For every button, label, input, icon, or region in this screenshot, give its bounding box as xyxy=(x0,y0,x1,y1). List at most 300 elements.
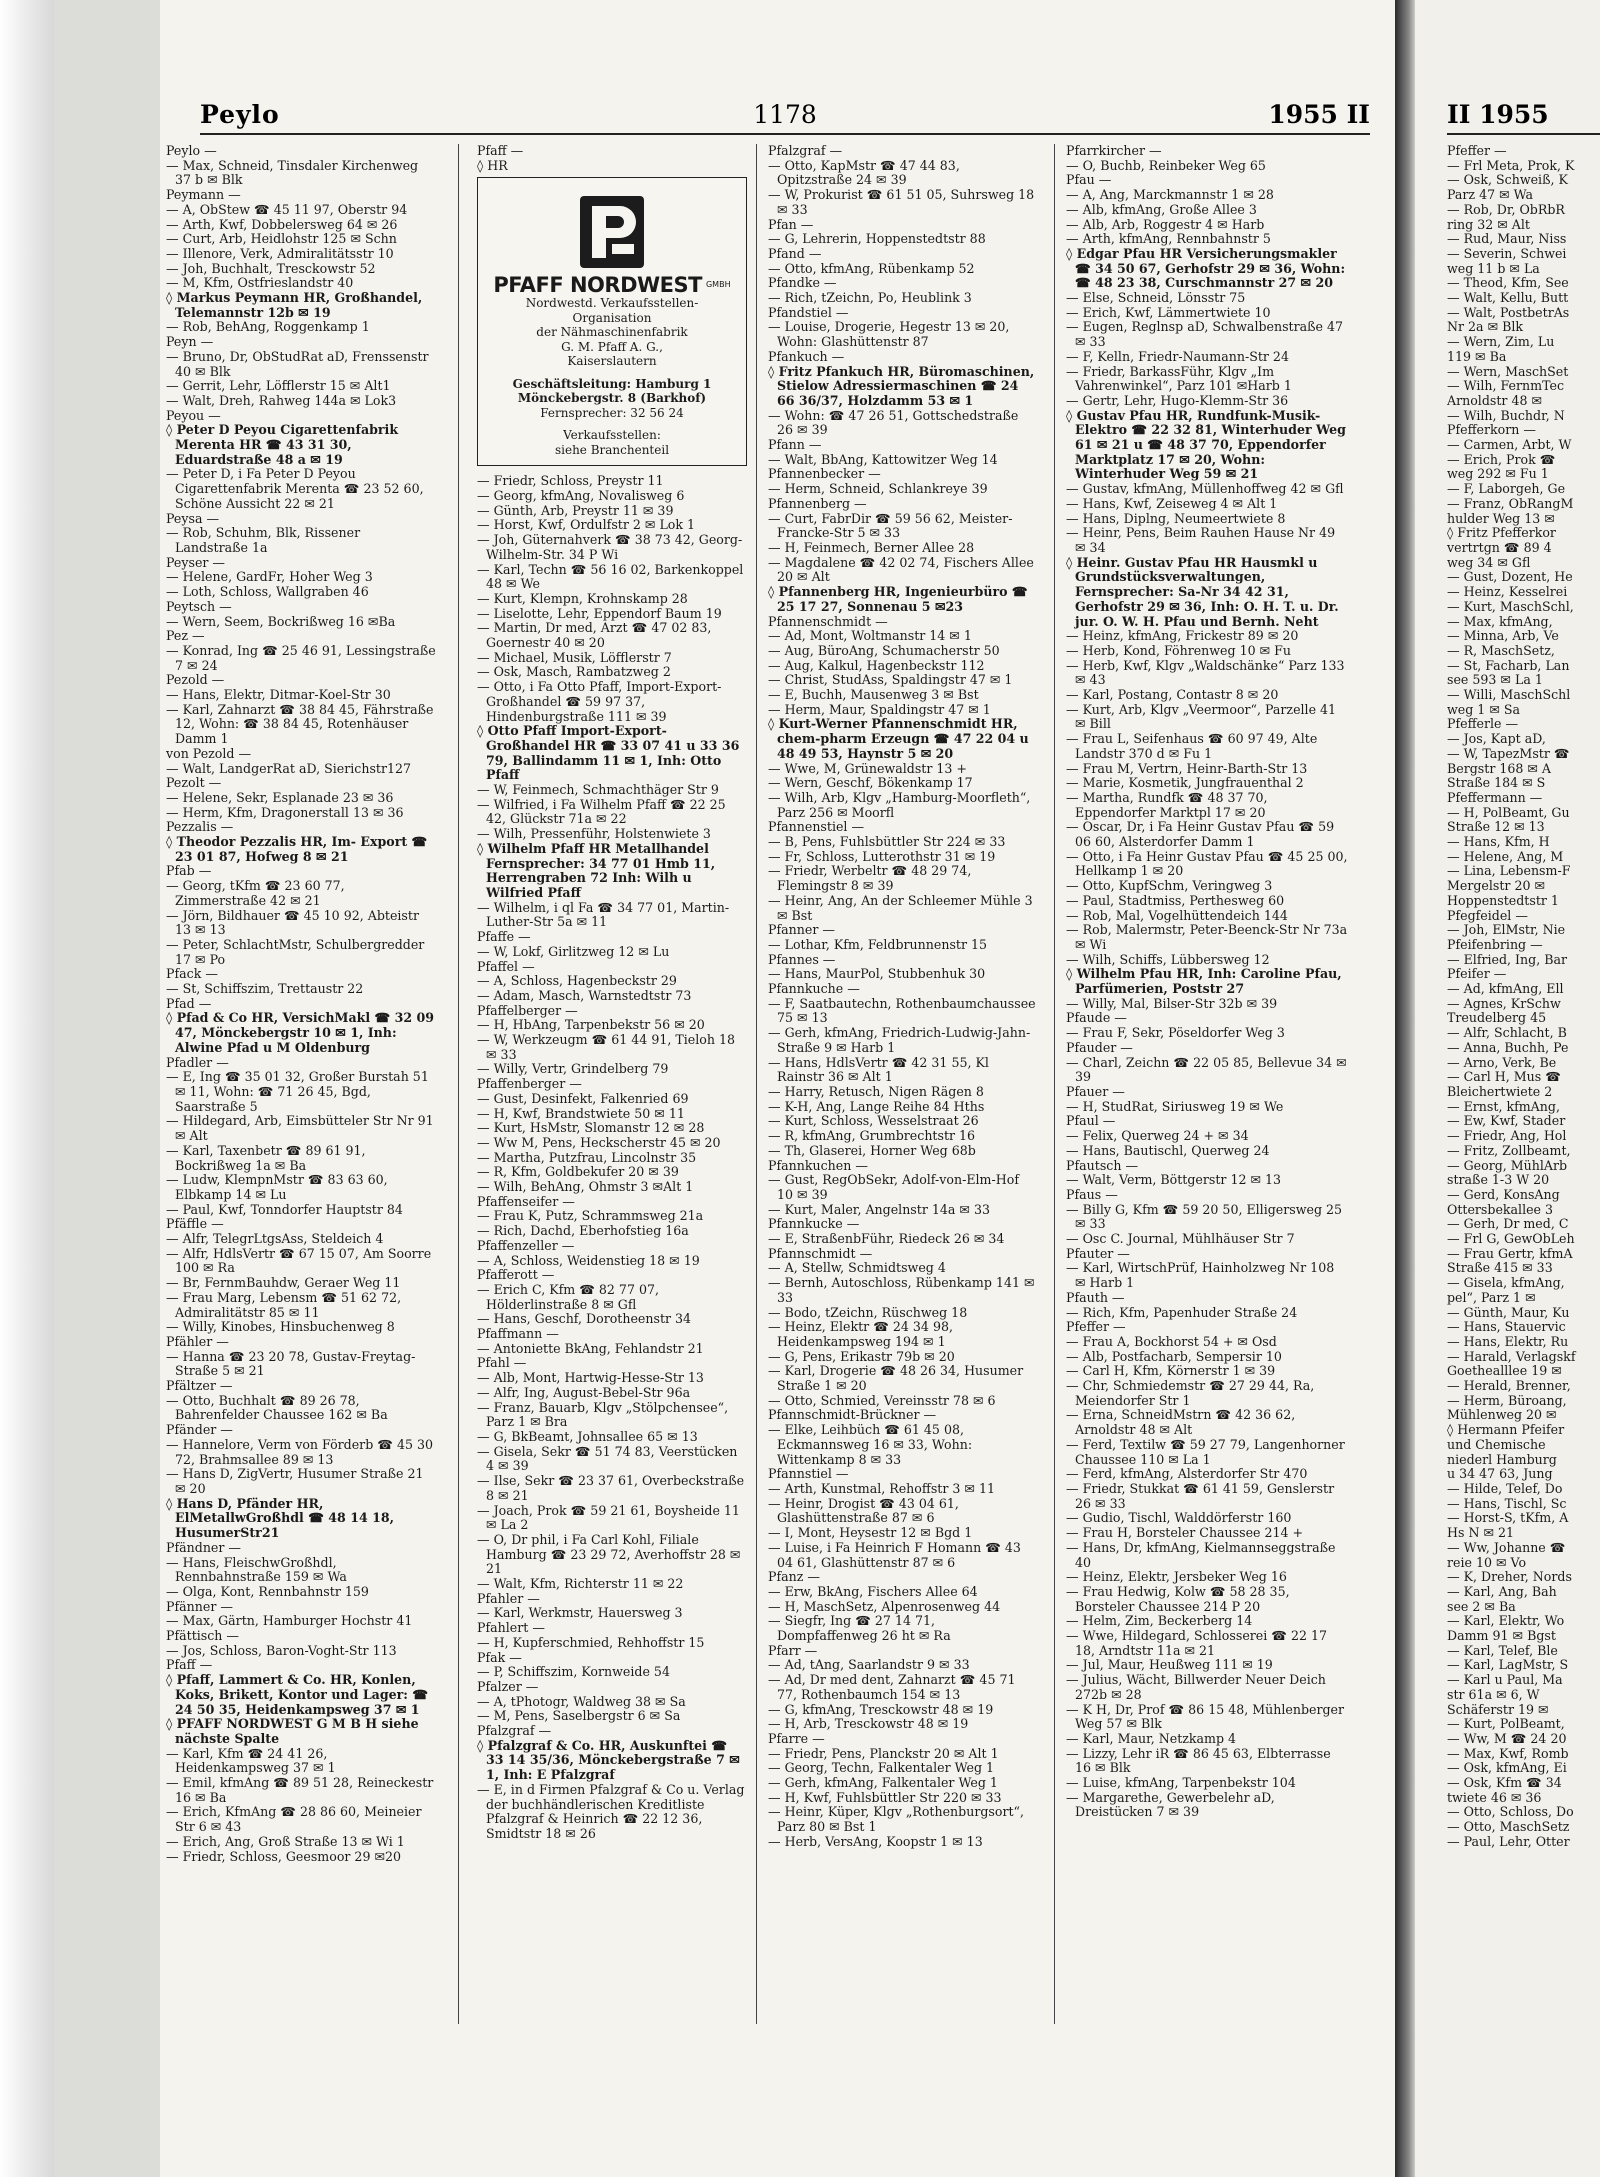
list-item: Straße 12 ✉ 13 xyxy=(1447,819,1545,835)
list-item: — A, Ang, Marckmannstr 1 ✉ 28 xyxy=(1066,187,1274,203)
surname-heading: Pfauter — xyxy=(1066,1245,1130,1261)
list-item: — Erich, Kwf, Lämmertwiete 10 xyxy=(1066,304,1271,320)
list-item: — Osk, Kfm ☎ 34 xyxy=(1447,1775,1562,1791)
surname-heading: Pfak — xyxy=(477,1649,522,1665)
surname-heading: Pfau — xyxy=(1066,172,1112,188)
surname-heading: Pfeffer — xyxy=(1066,1319,1126,1335)
pfaff-nordwest-advertisement xyxy=(477,177,747,466)
surname-heading: Pfan — xyxy=(768,216,814,232)
list-item: Pfegfeidel — xyxy=(1447,907,1528,923)
list-item: — Frau A, Bockhorst 54 + ✉ Osd xyxy=(1066,1333,1277,1349)
listing-column-2-entries xyxy=(477,474,747,1841)
list-item: Hoppenstedtstr 1 xyxy=(1447,892,1559,908)
list-item: — Carl H, Kfm, Körnerstr 1 ✉ 39 xyxy=(1066,1363,1276,1379)
list-item: — Martin, Dr med, Arzt ☎ 47 02 83, Goernestr 40 ✉ 20 xyxy=(477,620,712,651)
surname-heading: Pfaffenseifer — xyxy=(477,1193,575,1209)
list-item: — Bernh, Autoschloss, Rübenkamp 141 ✉ 33 xyxy=(768,1275,1035,1305)
list-item: — Br, FernmBauhdw, Geraer Weg 11 xyxy=(166,1275,401,1291)
list-item: ◊ Pfaff, Lammert & Co. HR, Konlen, Koks, Brikett, Kontor und Lager: ☎ 24 50 35, Heidenkampsweg 37 ✉ 1 xyxy=(166,1672,429,1717)
list-item: — Horst, Kwf, Ordulfstr 2 ✉ Lok 1 xyxy=(477,517,696,533)
list-item: twiete 46 ✉ 36 xyxy=(1447,1789,1542,1805)
list-item: — A, Schloss, Hagenbeckstr 29 xyxy=(477,973,677,989)
list-item: — Bodo, tZeichn, Rüschweg 18 xyxy=(768,1304,968,1320)
list-item: — Friedr, Stukkat ☎ 61 41 59, Genslerstr 26 ✉ 33 xyxy=(1066,1480,1335,1511)
list-item: — Paul, Stadtmiss, Perthesweg 60 xyxy=(1066,892,1285,908)
list-item: — G, Pens, Erikastr 79b ✉ 20 xyxy=(768,1348,955,1364)
list-item: — Hans, HdlsVertr ☎ 42 31 55, Kl Rainstr 36 ✉ Alt 1 xyxy=(768,1054,989,1085)
list-item: — Willi, MaschSchl xyxy=(1447,687,1571,703)
list-item: — Eugen, Reglnsp aD, Schwalbenstraße 47 ✉ 33 xyxy=(1066,319,1344,350)
surname-heading: Pfanner — xyxy=(768,922,835,938)
list-item: — Otto, Schloss, Do xyxy=(1447,1804,1574,1820)
list-item: Pfefferle — xyxy=(1447,716,1519,732)
list-item: — Ad, Dr med dent, Zahnarzt ☎ 45 71 77, Rothenbaumch 154 ✉ 13 xyxy=(768,1672,1016,1702)
list-item: — Heinr, Drogist ☎ 43 04 61, Glashüttenstraße 87 ✉ 6 xyxy=(768,1495,959,1526)
list-item: ◊ Otto Pfaff Import-Export-Großhandel HR ☎ 33 07 41 u 33 36 79, Ballindamm 11 ✉ 1, Inh: Otto Pfaff xyxy=(477,723,740,783)
list-item: niederl Hamburg xyxy=(1447,1451,1557,1467)
listing-column-1 xyxy=(166,144,436,2024)
surname-heading: Pfautsch — xyxy=(1066,1157,1139,1173)
list-item: — F, Saatbautechn, Rothenbaumchaussee 75 ✉ 13 xyxy=(768,995,1036,1026)
list-item: — Hans, Stauervic xyxy=(1447,1319,1566,1335)
list-item: ◊ Wilhelm Pfau HR, Inh: Caroline Pfau, Parfümerien, Poststr 27 xyxy=(1066,966,1342,997)
list-item: — Frau M, Vertrn, Heinr-Barth-Str 13 xyxy=(1066,760,1308,776)
list-item: weg 292 ✉ Fu 1 xyxy=(1447,466,1549,482)
list-item: — Ad, Mont, Woltmanstr 14 ✉ 1 xyxy=(768,628,972,644)
list-item: — Karl, Taxenbetr ☎ 89 61 91, Bockrißweg 1a ✉ Ba xyxy=(166,1142,366,1173)
list-item: — Hans, Kfm, H xyxy=(1447,834,1550,850)
list-item: ◊ PFAFF NORDWEST G M B H siehe nächste Spalte xyxy=(166,1716,419,1746)
list-item: — Horst-S, tKfm, A xyxy=(1447,1510,1569,1526)
surname-heading: Pfarr — xyxy=(768,1642,818,1658)
surname-heading: Pfankuch — xyxy=(768,348,845,364)
list-item: — H, Kwf, Fuhlsbüttler Str 220 ✉ 33 xyxy=(768,1789,1002,1805)
list-item: — Alfr, TelegrLtgsAss, Steldeich 4 xyxy=(166,1231,384,1247)
list-item: — Herb, Kwf, Klgv „Waldschänke“ Parz 133 ✉ 43 xyxy=(1066,657,1345,688)
scan-margin xyxy=(0,0,54,2177)
list-item: — Joh, ElMstr, Nie xyxy=(1447,922,1566,938)
list-item: — Liselotte, Lehr, Eppendorf Baum 19 xyxy=(477,605,722,621)
list-item: — Jul, Maur, Heußweg 111 ✉ 19 xyxy=(1066,1657,1273,1673)
list-item: — O, Dr phil, i Fa Carl Kohl, Filiale Hamburg ☎ 23 29 72, Averhoffstr 28 ✉ 21 xyxy=(477,1531,741,1577)
list-item: — Georg, tKfm ☎ 23 60 77, Zimmerstraße 42 ✉ 21 xyxy=(166,878,345,908)
list-item: — Harry, Retusch, Nigen Rägen 8 xyxy=(768,1084,984,1099)
list-item: — Osk, Schweiß, K xyxy=(1447,172,1568,188)
list-item: — Otto, KupfSchm, Veringweg 3 xyxy=(1066,878,1273,894)
list-item: — Kurt, Schloss, Wesselstraat 26 xyxy=(768,1113,979,1129)
list-item: Treudelberg 45 xyxy=(1447,1010,1547,1026)
list-item: str 61a ✉ 6, W xyxy=(1447,1686,1540,1702)
list-item: Straße 184 ✉ S xyxy=(1447,775,1546,791)
list-item: — Erich, KfmAng ☎ 28 86 60, Meineier Str 6 ✉ 43 xyxy=(166,1804,422,1835)
list-item: Mergelstr 20 ✉ xyxy=(1447,878,1546,894)
list-item: — Rich, tZeichn, Po, Heublink 3 xyxy=(768,290,972,306)
list-item: — Max, Gärtn, Hamburger Hochstr 41 xyxy=(166,1613,413,1629)
list-item: — E, in d Firmen Pfalzgraf & Co u. Verlag der buchhändlerischen Kreditliste Pfalzgraf & Heinrich ☎ 22 12 36, Smidtstr 18 ✉ 26 xyxy=(477,1781,745,1841)
list-item: — Joh, Güternahverk ☎ 38 73 42, Georg-Wilhelm-Str. 34 P Wi xyxy=(477,532,743,562)
list-item: — Wilh, Buchdr, N xyxy=(1447,407,1565,423)
surname-heading: Pfaff — xyxy=(166,1657,213,1673)
list-item: — Rud, Maur, Niss xyxy=(1447,231,1567,247)
list-item: Arnoldstr 48 ✉ xyxy=(1447,392,1543,408)
surname-heading: Pfaude — xyxy=(1066,1010,1127,1026)
list-item: — Herm, Schneid, Schlankreye 39 xyxy=(768,481,988,497)
list-item: — Rob, Dr, ObRbR xyxy=(1447,201,1565,217)
facing-page xyxy=(1415,0,1600,2177)
surname-heading: von Pezold — xyxy=(166,745,252,761)
surname-heading: Pfändner — xyxy=(166,1539,241,1555)
surname-heading: Pfaffelberger — xyxy=(477,1002,578,1018)
list-item: — Severin, Schwei xyxy=(1447,245,1567,261)
surname-heading: Pfähler — xyxy=(166,1333,229,1349)
list-item: — Alfr, Ing, August-Bebel-Str 96a xyxy=(477,1384,691,1400)
surname-heading: Pfannenschmidt — xyxy=(768,613,888,629)
list-item: — Alb, kfmAng, Große Allee 3 xyxy=(1066,201,1257,217)
list-item: ◊ Kurt-Werner Pfannenschmidt HR, chem-pharm Erzeugn ☎ 47 22 04 u 48 49 53, Haynstr 5 ✉ 20 xyxy=(768,716,1029,761)
list-item: ◊ Peter D Peyou Cigarettenfabrik Merenta HR ☎ 43 31 30, Eduardstraße 48 a ✉ 19 xyxy=(166,422,399,467)
list-item: — Hans, Elektr, Ditmar-Koel-Str 30 xyxy=(166,687,391,703)
list-item: — Alfr, Schlacht, B xyxy=(1447,1025,1567,1041)
list-item: — Friedr, Schloss, Preystr 11 xyxy=(477,473,664,489)
list-item: ◊ Markus Peymann HR, Großhandel, Telemannstr 12b ✉ 19 xyxy=(166,290,423,320)
list-item: — Walt, Verm, Böttgerstr 12 ✉ 13 xyxy=(1066,1172,1282,1188)
list-item: — H, Arb, Tresckowstr 48 ✉ 19 xyxy=(768,1716,969,1732)
ad-line: Nordwestd. Verkaufsstellen- xyxy=(525,296,699,311)
surname-heading: Pfad — xyxy=(166,995,212,1011)
list-item: — Julius, Wächt, Billwerder Neuer Deich 272b ✉ 28 xyxy=(1066,1672,1326,1702)
surname-heading: Pfänner — xyxy=(166,1598,233,1614)
list-item: — Osk, kfmAng, Ei xyxy=(1447,1760,1567,1776)
list-item: — Paul, Lehr, Otter xyxy=(1447,1833,1570,1849)
list-item: — Otto, Buchhalt ☎ 89 26 78, Bahrenfelder Chaussee 162 ✉ Ba xyxy=(166,1392,388,1423)
list-item: — Hanna ☎ 23 20 78, Gustav-Freytag-Straße 5 ✉ 21 xyxy=(166,1348,416,1379)
list-item: — Georg, kfmAng, Novalisweg 6 xyxy=(477,488,685,503)
list-item: — Günth, Arb, Preystr 11 ✉ 39 xyxy=(477,502,674,518)
list-item: — Gust, RegObSekr, Adolf-von-Elm-Hof 10 ✉ 39 xyxy=(768,1172,1019,1202)
surname-heading: Pfannenberg — xyxy=(768,495,867,511)
surname-heading: Pfältzer — xyxy=(166,1378,233,1394)
list-item: — Otto, Schmied, Vereinsstr 78 ✉ 6 xyxy=(768,1392,996,1408)
list-item: — Paul, Kwf, Tonndorfer Hauptstr 84 xyxy=(166,1201,403,1217)
list-item: Damm 91 ✉ Bgst xyxy=(1447,1628,1556,1644)
list-item: — Karl, Postang, Contastr 8 ✉ 20 xyxy=(1066,687,1279,703)
list-item: — Curt, FabrDir ☎ 59 56 62, Meister-Francke-Str 5 ✉ 33 xyxy=(768,510,1013,541)
list-item: — Willy, Vertr, Grindelberg 79 xyxy=(477,1061,669,1077)
surname-heading: Pfann — xyxy=(768,437,822,453)
ad-branch-line: siehe Branchenteil xyxy=(554,442,670,457)
page-number: 1178 xyxy=(753,100,817,129)
column-divider xyxy=(1054,144,1055,2024)
list-item: — Frl Meta, Prok, K xyxy=(1447,157,1575,173)
surname-heading: Pfannstiel — xyxy=(768,1466,849,1482)
surname-heading: Pfaffe — xyxy=(477,929,531,945)
list-item: — Peter D, i Fa Peter D Peyou Cigarettenfabrik Merenta ☎ 23 52 60, Schöne Aussicht 22 ✉ 21 xyxy=(166,466,424,511)
list-item: — Wern, Zim, Lu xyxy=(1447,334,1555,350)
list-item: — K-H, Ang, Lange Reihe 84 Hths xyxy=(768,1098,985,1114)
list-item: — Gertr, Lehr, Hugo-Klemm-Str 36 xyxy=(1066,392,1289,408)
header-rule xyxy=(200,133,1370,135)
list-item: — Friedr, Werbeltr ☎ 48 29 74, Flemingstr 8 ✉ 39 xyxy=(768,863,972,894)
list-item: u 34 47 63, Jung xyxy=(1447,1466,1553,1482)
list-item: reie 10 ✉ Vo xyxy=(1447,1554,1527,1570)
listing-column-2 xyxy=(477,144,747,2024)
list-item: — Ernst, kfmAng, xyxy=(1447,1098,1560,1114)
list-item: ◊ Gustav Pfau HR, Rundfunk-Musik-Elektro ☎ 22 32 81, Winterhuder Weg 61 ✉ 21 u ☎ 48 37 70, Eppendorfer Marktplatz 17 ✉ 20, Wohn: Winterhuder Weg 59 ✉ 21 xyxy=(1066,407,1346,482)
list-item: hulder Weg 13 ✉ xyxy=(1447,510,1555,526)
list-item: Schäferstr 19 ✉ xyxy=(1447,1701,1549,1717)
surname-heading: Peyser — xyxy=(166,554,226,570)
list-item: — Martha, Rundfk ☎ 48 37 70, Eppendorfer Marktpl 17 ✉ 20 xyxy=(1066,789,1268,820)
surname-heading: Peyn — xyxy=(166,334,214,350)
list-item: — Wwe, M, Grünewaldstr 13 + xyxy=(768,760,967,776)
surname-heading: Pfalzgraf — xyxy=(477,1723,552,1739)
list-item: — Ludw, KlempnMstr ☎ 83 63 60, Elbkamp 14 ✉ Lu xyxy=(166,1172,388,1202)
surname-heading: Pfack — xyxy=(166,966,218,982)
surname-heading: Pfaffel — xyxy=(477,958,535,974)
list-item: — Fritz, Zollbeamt, xyxy=(1447,1142,1571,1158)
list-item: — Ferd, Textilw ☎ 59 27 79, Langenhorner Chaussee 110 ✉ La 1 xyxy=(1066,1436,1345,1467)
list-item: — R, kfmAng, Grumbrechtstr 16 xyxy=(768,1128,976,1144)
list-item: — Walt, Dreh, Rahweg 144a ✉ Lok3 xyxy=(166,392,397,408)
list-item: — Erw, BkAng, Fischers Allee 64 xyxy=(768,1583,978,1599)
surname-heading: Peytsch — xyxy=(166,598,232,614)
list-item: — Frl G, GewObLeh xyxy=(1447,1231,1575,1247)
list-item: — Gerd, KonsAng xyxy=(1447,1186,1560,1202)
list-item: — Curt, Arb, Heidlohstr 125 ✉ Schn xyxy=(166,231,397,247)
list-item: — Bruno, Dr, ObStudRat aD, Frenssenstr 40 ✉ Blk xyxy=(166,348,429,379)
list-item: — Alb, Postfacharb, Sempersir 10 xyxy=(1066,1348,1282,1364)
list-item: — Wilh, Pressenführ, Holstenwiete 3 xyxy=(477,826,711,842)
list-item: — A, tPhotogr, Waldweg 38 ✉ Sa xyxy=(477,1693,686,1709)
facing-page-column xyxy=(1447,144,1600,1850)
list-item: ◊ Fritz Pfefferkor xyxy=(1447,525,1556,541)
list-item: — Arth, Kwf, Dobbelersweg 64 ✉ 26 xyxy=(166,216,398,232)
list-item: — H, StudRat, Siriusweg 19 ✉ We xyxy=(1066,1098,1284,1114)
ad-office-line: Geschäftsleitung: Hamburg 1 xyxy=(512,376,712,391)
column-divider xyxy=(458,144,459,2024)
surname-heading: Pfaffenzeller — xyxy=(477,1237,575,1253)
list-item: — Gerrit, Lehr, Löfflerstr 15 ✉ Alt1 xyxy=(166,378,391,394)
list-item: — Gust, Dozent, He xyxy=(1447,569,1573,585)
list-item: — Willy, Kinobes, Hinsbuchenweg 8 xyxy=(166,1319,395,1335)
list-item: — P, Schiffszim, Kornweide 54 xyxy=(477,1664,670,1680)
list-item: — Herb, Kond, Föhrenweg 10 ✉ Fu xyxy=(1066,642,1292,658)
list-item: — Otto, kfmAng, Rübenkamp 52 xyxy=(768,260,975,276)
list-item: — Marie, Kosmetik, Jungfrauenthal 2 xyxy=(1066,775,1304,791)
list-item: — Walt, Kfm, Richterstr 11 ✉ 22 xyxy=(477,1576,684,1592)
list-item: ◊ Heinr. Gustav Pfau HR Hausmkl u Grundstücksverwaltungen, Fernsprecher: Sa-Nr 34 42 31, Gerhofstr 29 ✉ 36, Inh: O. H. T. u. Dr. jur. O. W. H. Pfau und Bernh. Neht xyxy=(1066,554,1339,629)
list-item: — Herald, Brenner, xyxy=(1447,1378,1571,1394)
list-item: — Max, Schneid, Tinsdaler Kirchenweg 37 b ✉ Blk xyxy=(166,157,419,188)
list-item: — Alb, Arb, Roggestr 4 ✉ Harb xyxy=(1066,216,1265,232)
list-item: ◊ Hermann Pfeifer xyxy=(1447,1422,1565,1438)
list-item: Parz 47 ✉ Wa xyxy=(1447,187,1534,203)
list-item: — Frau Marg, Lebensm ☎ 51 62 72, Admiralitätstr 85 ✉ 11 xyxy=(166,1289,402,1320)
surname-heading: Pfab — xyxy=(166,863,212,879)
ad-office-line: Mönckebergstr. 8 (Barkhof) xyxy=(517,391,707,406)
list-item: pel“, Parz 1 ✉ xyxy=(1447,1289,1536,1305)
list-item: Pfeifer — xyxy=(1447,966,1507,982)
surname-heading: Pfadler — xyxy=(166,1054,229,1070)
list-item: — Minna, Arb, Ve xyxy=(1447,628,1559,644)
list-item: — Arno, Verk, Be xyxy=(1447,1054,1557,1070)
list-item: — A, ObStew ☎ 45 11 97, Oberstr 94 xyxy=(166,201,408,217)
list-item: — Kurt, PolBeamt, xyxy=(1447,1716,1565,1732)
list-item: — Magdalene ☎ 42 02 74, Fischers Allee 20 ✉ Alt xyxy=(768,554,1034,585)
list-item: — Ew, Kwf, Stader xyxy=(1447,1113,1566,1129)
ad-branch-line: Verkaufsstellen: xyxy=(563,428,661,443)
list-item: — K H, Dr, Prof ☎ 86 15 48, Mühlenberger Weg 57 ✉ Blk xyxy=(1066,1701,1345,1732)
list-item: — Ferd, kfmAng, Alsterdorfer Str 470 xyxy=(1066,1466,1308,1482)
surname-heading: Pfäffle — xyxy=(166,1216,224,1232)
list-item: — Frau L, Seifenhaus ☎ 60 97 49, Alte Landstr 370 d ✉ Fu 1 xyxy=(1066,731,1318,761)
list-item: — Hannelore, Verm von Förderb ☎ 45 30 72, Brahmsallee 89 ✉ 13 xyxy=(166,1436,434,1467)
surname-heading: Pfanz — xyxy=(768,1569,820,1585)
list-item: ◊ Wilhelm Pfaff HR Metallhandel Fernsprecher: 34 77 01 Hmb 11, Herrengraben 72 Inh: Wilh u Wilfried Pfaff xyxy=(477,840,716,900)
surname-heading: Peysa — xyxy=(166,510,220,526)
list-item: — Willy, Mal, Bilser-Str 32b ✉ 39 xyxy=(1066,995,1278,1011)
list-item: — Aug, BüroAng, Schumacherstr 50 xyxy=(768,642,1000,658)
list-item: ◊ Pfannenberg HR, Ingenieurbüro ☎ 25 17 27, Sonnenau 5 ✉23 xyxy=(768,584,1028,614)
page-gutter xyxy=(1395,0,1415,2177)
list-item: — Helene, Sekr, Esplanade 23 ✉ 36 xyxy=(166,789,394,805)
list-item: — Helm, Zim, Beckerberg 14 xyxy=(1066,1613,1253,1629)
surname-heading: Pfandke — xyxy=(768,275,837,291)
list-item: ◊ Pfad & Co HR, VersichMakl ☎ 32 09 47, Mönckebergstr 10 ✉ 1, Inh: Alwine Pfad u M Oldenburg xyxy=(166,1010,435,1055)
list-item: — Heinz, Kesselrei xyxy=(1447,584,1568,600)
list-item: ◊ Pfalzgraf & Co. HR, Auskunftei ☎ 33 14 35/36, Mönckebergstraße 7 ✉ 1, Inh: E Pfalzgraf xyxy=(477,1737,740,1783)
surname-heading: Pfahler — xyxy=(477,1590,540,1606)
list-item: Hs N ✉ 21 xyxy=(1447,1525,1515,1541)
list-item: — Kurt, Maler, Angelnstr 14a ✉ 33 xyxy=(768,1201,990,1217)
surname-heading: Pfaffmann — xyxy=(477,1326,559,1342)
list-item: — Karl, Werkmstr, Hauersweg 3 xyxy=(477,1605,683,1621)
list-item: — H, Feinmech, Berner Allee 28 xyxy=(768,539,975,555)
surname-heading: Pfandstiel — xyxy=(768,304,849,320)
list-item: Nr 2a ✉ Blk xyxy=(1447,319,1524,335)
list-item: — Rob, BehAng, Roggenkamp 1 xyxy=(166,319,370,335)
list-item: — F, Kelln, Friedr-Naumann-Str 24 xyxy=(1066,348,1289,364)
ad-line: der Nähmaschinenfabrik xyxy=(536,325,688,340)
list-item: — Herm, Büroang, xyxy=(1447,1392,1567,1408)
list-item: — Gerh, Dr med, C xyxy=(1447,1216,1569,1232)
surname-heading: Pfauth — xyxy=(1066,1289,1125,1305)
list-item: — Karl, Elektr, Wo xyxy=(1447,1613,1565,1629)
surname-heading: Pfaul — xyxy=(1066,1113,1116,1129)
list-item: Ottersbekallee 3 xyxy=(1447,1201,1554,1217)
list-item: — Gudio, Tischl, Walddörferstr 160 xyxy=(1066,1510,1292,1526)
list-item: Pfefferkorn — xyxy=(1447,422,1536,438)
list-item: — Carl H, Mus ☎ xyxy=(1447,1069,1561,1085)
list-item: — Hans, Dr, kfmAng, Kielmannseggstraße 40 xyxy=(1066,1539,1336,1570)
list-item: und Chemische xyxy=(1447,1436,1546,1452)
list-item: — Heinr, Pens, Beim Rauhen Hause Nr 49 ✉ 34 xyxy=(1066,525,1336,555)
list-item: — Hans, Tischl, Sc xyxy=(1447,1495,1567,1511)
list-item: — Aug, Kalkul, Hagenbeckstr 112 xyxy=(768,657,985,673)
list-item: — Kurt, MaschSchl, xyxy=(1447,598,1574,614)
list-item: — Wilhelm, i ql Fa ☎ 34 77 01, Martin-Luther-Str 5a ✉ 11 xyxy=(477,899,730,930)
list-item: Mühlenweg 20 ✉ xyxy=(1447,1407,1557,1423)
header-year-volume: 1955 II xyxy=(1268,100,1370,129)
surname-heading: Pfafferott — xyxy=(477,1267,555,1283)
list-item: — Else, Schneid, Lönsstr 75 xyxy=(1066,290,1246,306)
list-item: — Hans, Bautischl, Querweg 24 xyxy=(1066,1142,1270,1158)
ad-line: Organisation xyxy=(572,310,652,325)
list-item: ◊ Fritz Pfankuch HR, Büromaschinen, Stielow Adressiermaschinen ☎ 24 66 36/37, Holzdamm 53 ✉ 1 xyxy=(768,363,1035,408)
list-item: Bleichertwiete 2 xyxy=(1447,1084,1553,1099)
list-item: — Peter, SchlachtMstr, Schulbergredder 17 ✉ Po xyxy=(166,936,425,967)
surname-heading: Pfannschmidt — xyxy=(768,1245,873,1261)
list-item: — Frau K, Putz, Schrammsweg 21a xyxy=(477,1208,704,1224)
list-item: — Billy G, Kfm ☎ 59 20 50, Elligersweg 25 ✉ 33 xyxy=(1066,1201,1343,1232)
list-item: — Ad, tAng, Saarlandstr 9 ✉ 33 xyxy=(768,1657,970,1673)
list-item: — Theod, Kfm, See xyxy=(1447,275,1569,291)
list-item: — Rob, Mal, Vogelhüttendeich 144 xyxy=(1066,907,1288,923)
list-item: — Wilh, BehAng, Ohmstr 3 ✉Alt 1 xyxy=(477,1179,694,1195)
facing-page-header: II 1955 xyxy=(1447,100,1549,129)
list-item: — Otto, i Fa Heinr Gustav Pfau ☎ 45 25 00, Hellkamp 1 ✉ 20 xyxy=(1066,848,1348,879)
list-item: — Felix, Querweg 24 + ✉ 34 xyxy=(1066,1128,1249,1144)
list-item: — G, BkBeamt, Johnsallee 65 ✉ 13 xyxy=(477,1429,698,1444)
surname-heading: Pfalzgraf — xyxy=(768,144,843,158)
list-item: — M, Kfm, Ostfrieslandstr 40 xyxy=(166,275,354,291)
surname-heading: Pfannes — xyxy=(768,951,836,967)
list-item: — Helene, Ang, M xyxy=(1447,848,1564,864)
ad-title: PFAFF NORDWEST xyxy=(493,273,702,298)
list-item: — Ww, Johanne ☎ xyxy=(1447,1539,1566,1555)
list-item: — Wilh, FernmTec xyxy=(1447,378,1564,394)
list-item: — Kurt, Arb, Klgv „Veermoor“, Parzelle 41 ✉ Bill xyxy=(1066,701,1337,732)
list-item: — Joach, Prok ☎ 59 21 61, Boysheide 11 ✉ La 2 xyxy=(477,1502,740,1533)
list-item: — Friedr, Ang, Hol xyxy=(1447,1128,1567,1144)
list-item: Pfaff — xyxy=(477,144,524,158)
list-item: weg 11 b ✉ La xyxy=(1447,260,1540,276)
list-item: — Max, Kwf, Romb xyxy=(1447,1745,1569,1761)
list-item: — Ww M, Pens, Heckscherstr 45 ✉ 20 xyxy=(477,1134,721,1150)
surname-heading: Peyou — xyxy=(166,407,221,423)
listing-column-4 xyxy=(1066,144,1348,2024)
list-item: — Erich, Prok ☎ xyxy=(1447,451,1556,467)
list-item: — Luise, i Fa Heinrich F Homann ☎ 43 04 61, Glashüttenstr 87 ✉ 6 xyxy=(768,1539,1021,1570)
list-item: — Gerh, kfmAng, Friedrich-Ludwig-Jahn-Straße 9 ✉ Harb 1 xyxy=(768,1025,1031,1055)
list-item: — Jos, Schloss, Baron-Voght-Str 113 xyxy=(166,1642,397,1658)
list-item: — Helene, GardFr, Hoher Weg 3 xyxy=(166,569,373,585)
list-item: — Hans, Diplng, Neumeertwiete 8 xyxy=(1066,510,1286,526)
list-item: — Th, Glaserei, Horner Weg 68b xyxy=(768,1142,976,1158)
list-item: — Anna, Buchh, Pe xyxy=(1447,1039,1569,1055)
surname-heading: Pfannenbecker — xyxy=(768,466,881,482)
list-item: — Wilh, Schiffs, Lübbersweg 12 xyxy=(1066,951,1270,967)
list-item: — Herm, Kfm, Dragonerstall 13 ✉ 36 xyxy=(166,804,404,820)
list-item: — Heinr, Küper, Klgv „Rothenburgsort“, Parz 80 ✉ Bst 1 xyxy=(768,1804,1024,1835)
surname-heading: Pfannkuche — xyxy=(768,981,860,997)
list-item: — A, Schloss, Weidenstieg 18 ✉ 19 xyxy=(477,1252,700,1268)
list-item: — Joh, Buchhalt, Tresckowstr 52 xyxy=(166,260,376,276)
list-item: — Max, kfmAng, xyxy=(1447,613,1553,629)
facing-page-rule xyxy=(1447,133,1600,135)
list-item: — Frau F, Sekr, Pöseldorfer Weg 3 xyxy=(1066,1025,1285,1041)
ad-line: G. M. Pfaff A. G., xyxy=(561,339,663,354)
list-item: — Konrad, Ing ☎ 25 46 91, Lessingstraße 7 ✉ 24 xyxy=(166,642,436,673)
surname-heading: Pfahl — xyxy=(477,1355,527,1371)
surname-heading: Pezolt — xyxy=(166,775,222,791)
list-item: weg 1 ✉ Sa xyxy=(1447,701,1521,717)
list-item: — Karl, Kfm ☎ 24 41 26, Heidenkampsweg 37 ✉ 1 xyxy=(166,1745,336,1776)
list-item: — E, StraßenbFühr, Riedeck 26 ✉ 34 xyxy=(768,1231,1005,1247)
list-item: — I, Mont, Heysestr 12 ✉ Bgd 1 xyxy=(768,1525,973,1541)
surname-heading: Pfand — xyxy=(768,245,822,261)
list-item: — Chr, Schmiedemstr ☎ 27 29 44, Ra, Meiendorfer Str 1 xyxy=(1066,1378,1315,1408)
